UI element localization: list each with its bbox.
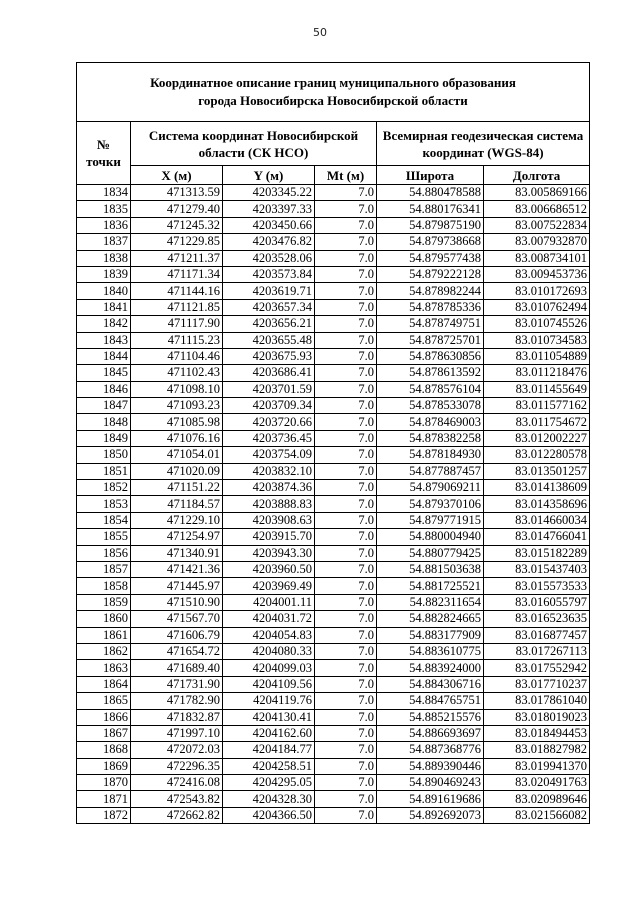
table-row [77,365,590,381]
cell-longitude: 83.018827982 [484,742,590,758]
cell-latitude: 54.879577438 [377,250,484,266]
cell-point-number: 1841 [77,299,131,315]
cell-point-number: 1850 [77,447,131,463]
cell-point-number: 1859 [77,594,131,610]
cell-latitude: 54.886693697 [377,725,484,741]
cell-longitude: 83.013501257 [484,463,590,479]
cell-longitude: 83.011754672 [484,414,590,430]
cell-latitude: 54.880478588 [377,185,484,201]
cell-latitude: 54.879069211 [377,480,484,496]
cell-x-coordinate: 471567.70 [131,611,223,627]
cell-point-number: 1849 [77,430,131,446]
cell-y-coordinate: 4204099.03 [223,660,315,676]
cell-x-coordinate: 471421.36 [131,561,223,577]
cell-point-number: 1845 [77,365,131,381]
cell-x-coordinate: 471020.09 [131,463,223,479]
cell-point-number: 1858 [77,578,131,594]
cell-longitude: 83.010745526 [484,316,590,332]
cell-latitude: 54.880004940 [377,529,484,545]
table-row [77,414,590,430]
cell-mt-value: 7.0 [315,185,377,201]
table-row [77,398,590,414]
cell-longitude: 83.009453736 [484,266,590,282]
page-number: 50 [313,26,327,39]
cell-latitude: 54.891619686 [377,791,484,807]
cell-point-number: 1872 [77,807,131,823]
cell-point-number: 1843 [77,332,131,348]
cell-x-coordinate: 471229.10 [131,512,223,528]
table-row [77,201,590,217]
table-row [77,676,590,692]
cell-y-coordinate: 4203701.59 [223,381,315,397]
cell-longitude: 83.016523635 [484,611,590,627]
cell-point-number: 1865 [77,693,131,709]
cell-x-coordinate: 471445.97 [131,578,223,594]
cell-point-number: 1838 [77,250,131,266]
coordinates-table [76,62,590,824]
cell-point-number: 1837 [77,234,131,250]
cell-point-number: 1864 [77,676,131,692]
cell-x-coordinate: 472296.35 [131,758,223,774]
cell-longitude: 83.012280578 [484,447,590,463]
cell-point-number: 1869 [77,758,131,774]
table-row [77,594,590,610]
cell-longitude: 83.011455649 [484,381,590,397]
cell-latitude: 54.878576104 [377,381,484,397]
cell-latitude: 54.884765751 [377,693,484,709]
cell-point-number: 1871 [77,791,131,807]
header-latitude: Широта [377,166,484,185]
table-row [77,545,590,561]
cell-longitude: 83.020989646 [484,791,590,807]
table-row [77,447,590,463]
cell-mt-value: 7.0 [315,217,377,233]
cell-longitude: 83.015573533 [484,578,590,594]
cell-longitude: 83.018494453 [484,725,590,741]
cell-x-coordinate: 471279.40 [131,201,223,217]
table-row [77,561,590,577]
table-row [77,529,590,545]
cell-y-coordinate: 4204184.77 [223,742,315,758]
cell-x-coordinate: 472662.82 [131,807,223,823]
cell-point-number: 1867 [77,725,131,741]
table-row [77,758,590,774]
cell-y-coordinate: 4204328.30 [223,791,315,807]
cell-latitude: 54.878184930 [377,447,484,463]
cell-longitude: 83.007522834 [484,217,590,233]
cell-longitude: 83.010762494 [484,299,590,315]
cell-x-coordinate: 471313.59 [131,185,223,201]
cell-longitude: 83.005869166 [484,185,590,201]
cell-mt-value: 7.0 [315,463,377,479]
cell-mt-value: 7.0 [315,611,377,627]
cell-latitude: 54.879875190 [377,217,484,233]
cell-point-number: 1861 [77,627,131,643]
cell-longitude: 83.006686512 [484,201,590,217]
cell-mt-value: 7.0 [315,791,377,807]
table-row [77,807,590,823]
cell-x-coordinate: 471102.43 [131,365,223,381]
cell-mt-value: 7.0 [315,430,377,446]
cell-point-number: 1836 [77,217,131,233]
cell-latitude: 54.877887457 [377,463,484,479]
table-row [77,791,590,807]
cell-point-number: 1848 [77,414,131,430]
cell-latitude: 54.878630856 [377,348,484,364]
cell-y-coordinate: 4203397.33 [223,201,315,217]
cell-x-coordinate: 471211.37 [131,250,223,266]
cell-y-coordinate: 4203969.49 [223,578,315,594]
cell-latitude: 54.883924000 [377,660,484,676]
cell-mt-value: 7.0 [315,201,377,217]
cell-y-coordinate: 4204366.50 [223,807,315,823]
cell-latitude: 54.881503638 [377,561,484,577]
cell-y-coordinate: 4203686.41 [223,365,315,381]
cell-mt-value: 7.0 [315,545,377,561]
cell-longitude: 83.014138609 [484,480,590,496]
table-row [77,316,590,332]
cell-y-coordinate: 4204031.72 [223,611,315,627]
cell-y-coordinate: 4204109.56 [223,676,315,692]
cell-latitude: 54.892692073 [377,807,484,823]
cell-point-number: 1842 [77,316,131,332]
cell-x-coordinate: 471229.85 [131,234,223,250]
cell-x-coordinate: 472416.08 [131,775,223,791]
cell-mt-value: 7.0 [315,627,377,643]
table-title [77,63,590,122]
cell-mt-value: 7.0 [315,725,377,741]
cell-longitude: 83.017710237 [484,676,590,692]
cell-point-number: 1840 [77,283,131,299]
table-row [77,217,590,233]
cell-longitude: 83.014766041 [484,529,590,545]
cell-mt-value: 7.0 [315,348,377,364]
cell-longitude: 83.011218476 [484,365,590,381]
cell-x-coordinate: 471731.90 [131,676,223,692]
cell-mt-value: 7.0 [315,480,377,496]
table-row [77,332,590,348]
header-wgs84-system: Всемирная геодезическая система координат (WGS-84) [377,122,590,166]
cell-point-number: 1853 [77,496,131,512]
cell-x-coordinate: 471104.46 [131,348,223,364]
table-row [77,185,590,201]
cell-mt-value: 7.0 [315,447,377,463]
cell-point-number: 1851 [77,463,131,479]
table-row [77,693,590,709]
cell-mt-value: 7.0 [315,283,377,299]
table-row [77,725,590,741]
cell-y-coordinate: 4203528.06 [223,250,315,266]
cell-latitude: 54.887368776 [377,742,484,758]
cell-longitude: 83.008734101 [484,250,590,266]
cell-longitude: 83.010734583 [484,332,590,348]
cell-x-coordinate: 471117.90 [131,316,223,332]
cell-y-coordinate: 4203943.30 [223,545,315,561]
cell-x-coordinate: 471184.57 [131,496,223,512]
cell-point-number: 1839 [77,266,131,282]
cell-y-coordinate: 4203675.93 [223,348,315,364]
cell-mt-value: 7.0 [315,512,377,528]
cell-mt-value: 7.0 [315,561,377,577]
cell-longitude: 83.015437403 [484,561,590,577]
table-row [77,430,590,446]
cell-point-number: 1852 [77,480,131,496]
cell-mt-value: 7.0 [315,709,377,725]
cell-y-coordinate: 4204080.33 [223,643,315,659]
cell-mt-value: 7.0 [315,578,377,594]
header-y: Y (м) [223,166,315,185]
cell-longitude: 83.019941370 [484,758,590,774]
cell-point-number: 1856 [77,545,131,561]
cell-y-coordinate: 4204295.05 [223,775,315,791]
cell-latitude: 54.890469243 [377,775,484,791]
table-row [77,709,590,725]
header-point-number: № точки [77,122,131,185]
cell-point-number: 1862 [77,643,131,659]
table-row [77,266,590,282]
cell-latitude: 54.879370106 [377,496,484,512]
cell-y-coordinate: 4203450.66 [223,217,315,233]
cell-latitude: 54.883610775 [377,643,484,659]
cell-latitude: 54.878469003 [377,414,484,430]
cell-x-coordinate: 471115.23 [131,332,223,348]
cell-x-coordinate: 471121.85 [131,299,223,315]
cell-x-coordinate: 471245.32 [131,217,223,233]
cell-mt-value: 7.0 [315,316,377,332]
cell-longitude: 83.011054889 [484,348,590,364]
cell-longitude: 83.015182289 [484,545,590,561]
cell-x-coordinate: 471076.16 [131,430,223,446]
cell-y-coordinate: 4203720.66 [223,414,315,430]
cell-latitude: 54.878982244 [377,283,484,299]
table-row [77,775,590,791]
cell-mt-value: 7.0 [315,807,377,823]
cell-mt-value: 7.0 [315,594,377,610]
cell-x-coordinate: 471782.90 [131,693,223,709]
cell-point-number: 1866 [77,709,131,725]
cell-mt-value: 7.0 [315,660,377,676]
cell-y-coordinate: 4203915.70 [223,529,315,545]
cell-mt-value: 7.0 [315,496,377,512]
cell-x-coordinate: 471654.72 [131,643,223,659]
table-row [77,512,590,528]
table-row [77,463,590,479]
cell-longitude: 83.010172693 [484,283,590,299]
cell-mt-value: 7.0 [315,266,377,282]
cell-mt-value: 7.0 [315,742,377,758]
cell-x-coordinate: 471085.98 [131,414,223,430]
cell-x-coordinate: 471340.91 [131,545,223,561]
cell-latitude: 54.879771915 [377,512,484,528]
cell-mt-value: 7.0 [315,676,377,692]
cell-y-coordinate: 4204130.41 [223,709,315,725]
cell-y-coordinate: 4203960.50 [223,561,315,577]
cell-mt-value: 7.0 [315,365,377,381]
table-row [77,348,590,364]
cell-mt-value: 7.0 [315,332,377,348]
cell-mt-value: 7.0 [315,693,377,709]
cell-latitude: 54.879738668 [377,234,484,250]
cell-mt-value: 7.0 [315,529,377,545]
table-title-line1: Координатное описание границ муниципального образования [150,75,516,90]
cell-latitude: 54.879222128 [377,266,484,282]
cell-mt-value: 7.0 [315,758,377,774]
cell-y-coordinate: 4203655.48 [223,332,315,348]
cell-point-number: 1860 [77,611,131,627]
table-row [77,299,590,315]
cell-longitude: 83.017861040 [484,693,590,709]
cell-longitude: 83.016877457 [484,627,590,643]
cell-point-number: 1847 [77,398,131,414]
cell-latitude: 54.885215576 [377,709,484,725]
table-row [77,283,590,299]
cell-point-number: 1855 [77,529,131,545]
header-x: X (м) [131,166,223,185]
table-row [77,742,590,758]
table-row [77,643,590,659]
cell-y-coordinate: 4203619.71 [223,283,315,299]
cell-y-coordinate: 4204001.11 [223,594,315,610]
cell-x-coordinate: 471689.40 [131,660,223,676]
cell-longitude: 83.007932870 [484,234,590,250]
cell-y-coordinate: 4203345.22 [223,185,315,201]
cell-point-number: 1844 [77,348,131,364]
cell-longitude: 83.011577162 [484,398,590,414]
cell-point-number: 1854 [77,512,131,528]
cell-longitude: 83.014660034 [484,512,590,528]
cell-mt-value: 7.0 [315,381,377,397]
cell-longitude: 83.017552942 [484,660,590,676]
cell-latitude: 54.881725521 [377,578,484,594]
cell-mt-value: 7.0 [315,398,377,414]
table-row [77,381,590,397]
cell-point-number: 1834 [77,185,131,201]
cell-longitude: 83.016055797 [484,594,590,610]
table-row [77,627,590,643]
cell-mt-value: 7.0 [315,643,377,659]
cell-latitude: 54.878749751 [377,316,484,332]
cell-y-coordinate: 4203573.84 [223,266,315,282]
cell-mt-value: 7.0 [315,414,377,430]
cell-latitude: 54.882824665 [377,611,484,627]
table-row [77,611,590,627]
cell-latitude: 54.878725701 [377,332,484,348]
cell-longitude: 83.017267113 [484,643,590,659]
cell-latitude: 54.882311654 [377,594,484,610]
cell-y-coordinate: 4204258.51 [223,758,315,774]
cell-latitude: 54.878613592 [377,365,484,381]
cell-y-coordinate: 4203709.34 [223,398,315,414]
table-row [77,496,590,512]
cell-x-coordinate: 471093.23 [131,398,223,414]
cell-mt-value: 7.0 [315,775,377,791]
cell-y-coordinate: 4204119.76 [223,693,315,709]
cell-latitude: 54.878533078 [377,398,484,414]
cell-longitude: 83.014358696 [484,496,590,512]
cell-point-number: 1870 [77,775,131,791]
cell-longitude: 83.012002227 [484,430,590,446]
header-mt: Mt (м) [315,166,377,185]
cell-y-coordinate: 4203908.63 [223,512,315,528]
cell-mt-value: 7.0 [315,250,377,266]
cell-latitude: 54.880176341 [377,201,484,217]
cell-x-coordinate: 471151.22 [131,480,223,496]
cell-y-coordinate: 4203657.34 [223,299,315,315]
cell-y-coordinate: 4203888.83 [223,496,315,512]
cell-x-coordinate: 471997.10 [131,725,223,741]
cell-x-coordinate: 471098.10 [131,381,223,397]
cell-point-number: 1863 [77,660,131,676]
cell-x-coordinate: 471606.79 [131,627,223,643]
cell-x-coordinate: 471144.16 [131,283,223,299]
cell-x-coordinate: 472072.03 [131,742,223,758]
table-row [77,250,590,266]
cell-point-number: 1868 [77,742,131,758]
cell-y-coordinate: 4203476.82 [223,234,315,250]
table-row [77,578,590,594]
cell-latitude: 54.883177909 [377,627,484,643]
cell-latitude: 54.884306716 [377,676,484,692]
cell-x-coordinate: 471171.34 [131,266,223,282]
cell-x-coordinate: 471510.90 [131,594,223,610]
header-longitude: Долгота [484,166,590,185]
cell-y-coordinate: 4204162.60 [223,725,315,741]
cell-latitude: 54.889390446 [377,758,484,774]
table-body [77,185,590,824]
cell-mt-value: 7.0 [315,299,377,315]
cell-y-coordinate: 4203736.45 [223,430,315,446]
table-row [77,480,590,496]
cell-longitude: 83.021566082 [484,807,590,823]
cell-x-coordinate: 471054.01 [131,447,223,463]
cell-mt-value: 7.0 [315,234,377,250]
cell-longitude: 83.018019023 [484,709,590,725]
cell-latitude: 54.878382258 [377,430,484,446]
cell-y-coordinate: 4203656.21 [223,316,315,332]
cell-x-coordinate: 471254.97 [131,529,223,545]
cell-point-number: 1835 [77,201,131,217]
cell-y-coordinate: 4204054.83 [223,627,315,643]
cell-latitude: 54.880779425 [377,545,484,561]
table-row [77,660,590,676]
cell-point-number: 1857 [77,561,131,577]
cell-longitude: 83.020491763 [484,775,590,791]
cell-y-coordinate: 4203832.10 [223,463,315,479]
cell-y-coordinate: 4203874.36 [223,480,315,496]
cell-y-coordinate: 4203754.09 [223,447,315,463]
cell-x-coordinate: 471832.87 [131,709,223,725]
cell-x-coordinate: 472543.82 [131,791,223,807]
table-title-line2: города Новосибирска Новосибирской области [198,93,468,108]
table-row [77,234,590,250]
cell-latitude: 54.878785336 [377,299,484,315]
header-nso-system: Система координат Новосибирской области (СК НСО) [131,122,377,166]
cell-point-number: 1846 [77,381,131,397]
